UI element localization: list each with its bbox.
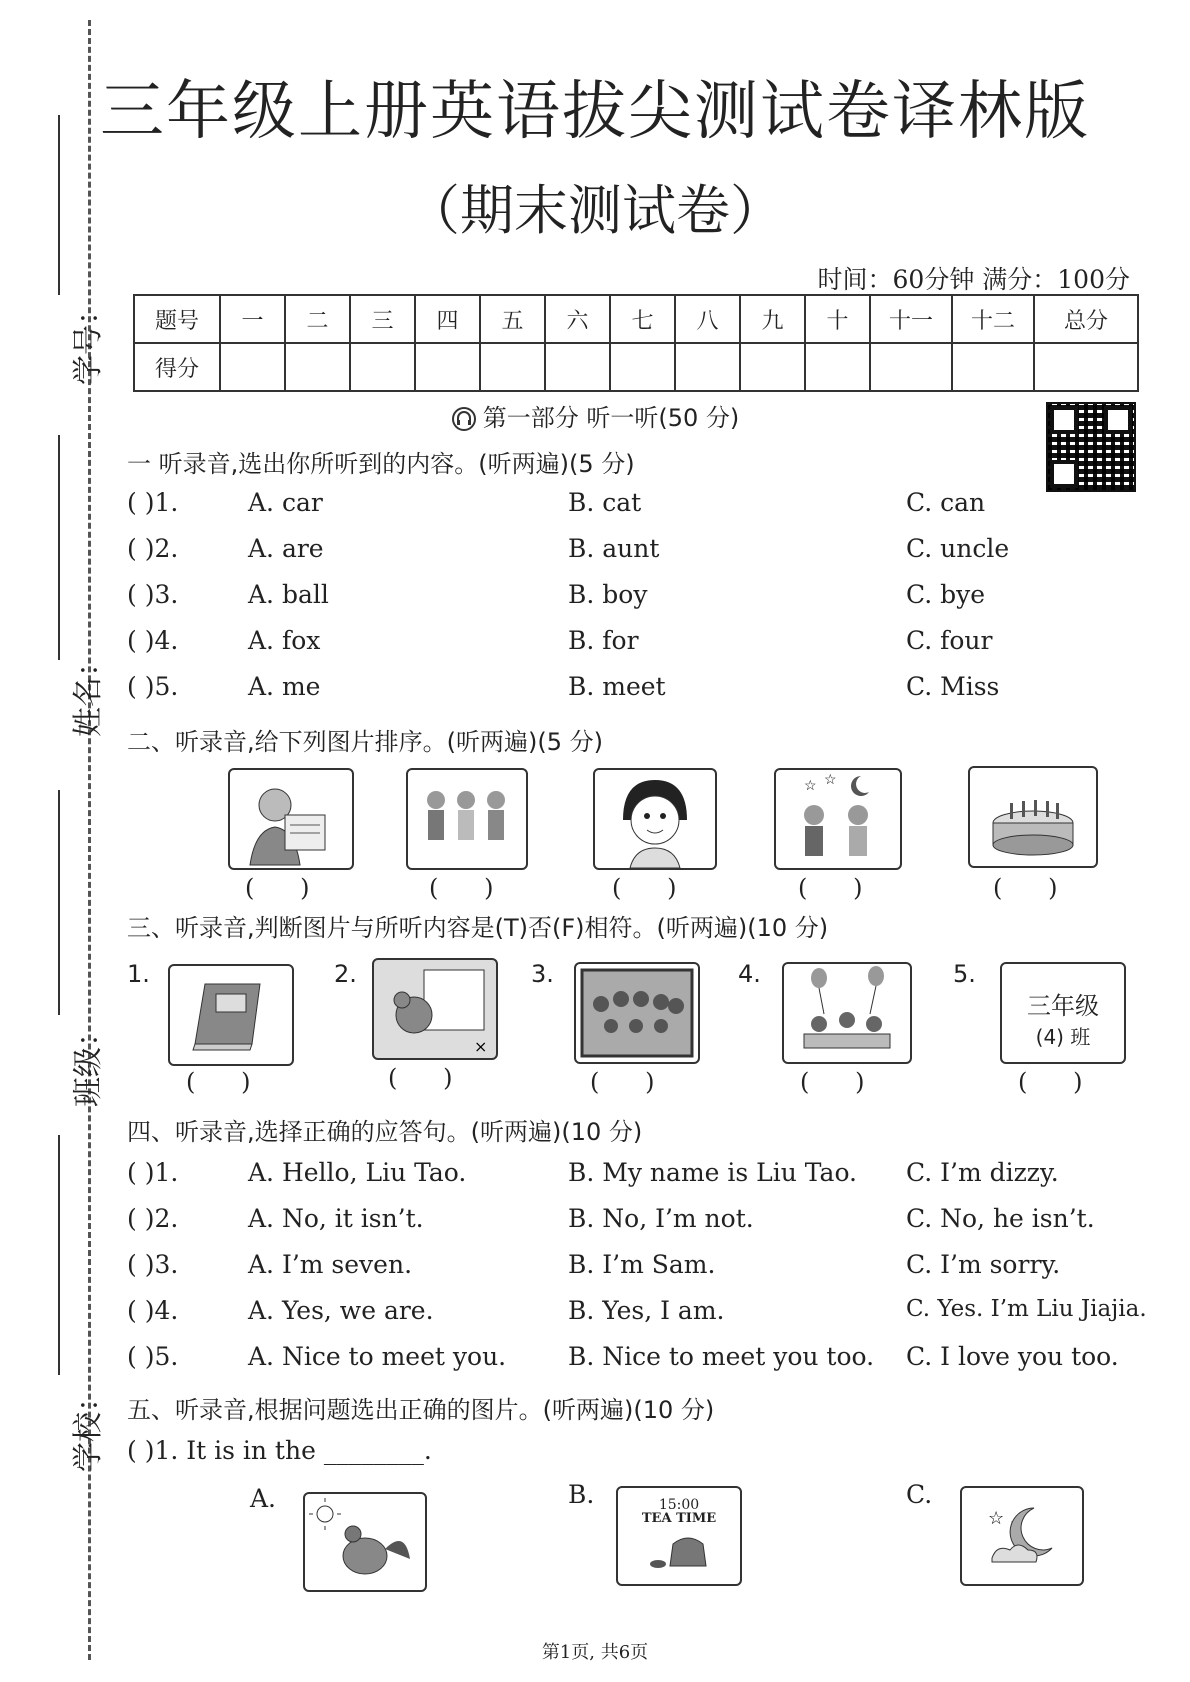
score-cell[interactable] xyxy=(805,343,870,391)
school-label: 学校： xyxy=(71,1382,106,1472)
s3-number-3: 3. xyxy=(531,960,554,988)
score-header-cell: 十 xyxy=(805,295,870,343)
score-table-score-row xyxy=(134,343,1138,391)
school-line xyxy=(58,1135,60,1375)
s4-q1-option-b: B. My name is Liu Tao. xyxy=(568,1158,858,1187)
s3-answer-5[interactable]: ( ) xyxy=(1018,1068,1083,1096)
picture-tea-time xyxy=(616,1486,742,1586)
s4-q4-number[interactable]: ( )4. xyxy=(127,1296,179,1325)
teapot-icon xyxy=(618,1526,740,1576)
picture-three-kids xyxy=(406,768,528,870)
s1-q2-option-b: B. aunt xyxy=(568,534,660,563)
score-header-cell: 二 xyxy=(285,295,350,343)
s1-q2-option-c: C. uncle xyxy=(906,534,1010,563)
score-header-cell: 三 xyxy=(350,295,415,343)
score-header-cell: 十二 xyxy=(952,295,1034,343)
s4-q5-number[interactable]: ( )5. xyxy=(127,1342,179,1371)
s4-q1-option-c: C. I’m dizzy. xyxy=(906,1158,1059,1187)
s4-q5-option-b: B. Nice to meet you too. xyxy=(568,1342,875,1371)
s4-q2-number[interactable]: ( )2. xyxy=(127,1204,179,1233)
score-header-cell: 五 xyxy=(480,295,545,343)
s4-q2-option-c: C. No, he isn’t. xyxy=(906,1204,1095,1233)
part1-title-text: 第一部分 听一听(50 分) xyxy=(482,404,740,432)
score-header-cell: 总分 xyxy=(1034,295,1138,343)
s2-answer-2[interactable]: ( ) xyxy=(429,874,494,902)
s1-q3-option-a: A. ball xyxy=(248,580,329,609)
picture-party xyxy=(782,962,912,1064)
picture-family-photo xyxy=(574,962,700,1064)
score-header-cell: 七 xyxy=(610,295,675,343)
s3-answer-3[interactable]: ( ) xyxy=(590,1068,655,1096)
s1-q5-number[interactable]: ( )5. xyxy=(127,672,179,701)
class-line xyxy=(58,790,60,1015)
picture-mouse-painting xyxy=(372,958,498,1060)
time-info: 时间：60分钟 满分：100分 xyxy=(817,265,1130,294)
picture-night-greeting xyxy=(774,768,902,870)
s4-q4-option-a: A. Yes, we are. xyxy=(248,1296,434,1325)
s3-answer-4[interactable]: ( ) xyxy=(800,1068,865,1096)
score-row-label: 得分 xyxy=(134,343,220,391)
score-header-cell: 题号 xyxy=(134,295,220,343)
s1-q4-number[interactable]: ( )4. xyxy=(127,626,179,655)
name-label: 姓名： xyxy=(71,647,106,737)
svg-text:×: × xyxy=(474,1037,488,1056)
page-title: 三年级上册英语拔尖测试卷译林版 xyxy=(100,75,1090,149)
s3-answer-1[interactable]: ( ) xyxy=(186,1068,251,1096)
s3-number-5: 5. xyxy=(953,960,976,988)
s4-q3-option-b: B. I’m Sam. xyxy=(568,1250,716,1279)
s4-q5-option-a: A. Nice to meet you. xyxy=(248,1342,507,1371)
score-cell[interactable] xyxy=(350,343,415,391)
headphone-icon xyxy=(451,406,477,432)
s4-q3-option-c: C. I’m sorry. xyxy=(906,1250,1061,1279)
s4-q1-number[interactable]: ( )1. xyxy=(127,1158,179,1187)
s5-q1[interactable]: ( )1. It is in the ________. xyxy=(127,1436,432,1465)
s2-answer-1[interactable]: ( ) xyxy=(245,874,310,902)
score-cell[interactable] xyxy=(415,343,480,391)
s1-q2-option-a: A. are xyxy=(248,534,324,563)
s4-q3-option-a: A. I’m seven. xyxy=(248,1250,413,1279)
class-sign-class: (4) 班 xyxy=(1035,1025,1091,1049)
s1-q4-option-c: C. four xyxy=(906,626,993,655)
section5-title: 五、听录音,根据问题选出正确的图片。(听两遍)(10 分) xyxy=(127,1396,715,1424)
score-cell[interactable] xyxy=(740,343,805,391)
s4-q3-number[interactable]: ( )3. xyxy=(127,1250,179,1279)
class-label: 班级： xyxy=(71,1017,106,1107)
s3-answer-2[interactable]: ( ) xyxy=(388,1064,453,1092)
picture-grandma-reading xyxy=(228,768,354,870)
score-header-cell: 八 xyxy=(675,295,740,343)
class-sign-grade: 三年级 xyxy=(1027,992,1099,1020)
score-cell[interactable] xyxy=(1034,343,1138,391)
s3-number-1: 1. xyxy=(127,960,150,988)
section1-title: 一 听录音,选出你所听到的内容。(听两遍)(5 分) xyxy=(127,450,635,478)
s1-q5-option-c: C. Miss xyxy=(906,672,1000,701)
score-header-cell: 十一 xyxy=(870,295,952,343)
score-cell[interactable] xyxy=(480,343,545,391)
section3-title: 三、听录音,判断图片与所听内容是(T)否(F)相符。(听两遍)(10 分) xyxy=(127,914,829,942)
qr-corner xyxy=(1050,460,1078,488)
s4-q4-option-c: C. Yes. I’m Liu Jiajia. xyxy=(906,1296,1147,1322)
qr-corner xyxy=(1050,406,1078,434)
svg-text:☆: ☆ xyxy=(824,772,837,788)
score-header-cell: 九 xyxy=(740,295,805,343)
score-cell[interactable] xyxy=(870,343,952,391)
tea-time-clock: 15:00 xyxy=(658,1497,700,1513)
s3-number-2: 2. xyxy=(334,960,357,988)
page-footer: 第1页, 共6页 xyxy=(541,1642,649,1663)
qr-corner xyxy=(1104,406,1132,434)
s4-q1-option-a: A. Hello, Liu Tao. xyxy=(248,1158,467,1187)
score-cell[interactable] xyxy=(952,343,1034,391)
s1-q1-option-a: A. car xyxy=(248,488,323,517)
score-table-header-row xyxy=(134,295,1138,343)
page-subtitle: （期末测试卷） xyxy=(406,179,784,242)
qr-code[interactable] xyxy=(1046,402,1136,492)
picture-night-moon xyxy=(960,1486,1084,1586)
s5-option-b-label: B. xyxy=(568,1480,595,1509)
s5-option-c-label: C. xyxy=(906,1480,933,1509)
picture-girl-waving xyxy=(593,768,717,870)
student-id-label: 学号： xyxy=(71,295,106,385)
s1-q2-number[interactable]: ( )2. xyxy=(127,534,179,563)
score-cell[interactable] xyxy=(610,343,675,391)
section4-title: 四、听录音,选择正确的应答句。(听两遍)(10 分) xyxy=(127,1118,643,1146)
svg-text:☆: ☆ xyxy=(988,1508,1005,1529)
score-cell[interactable] xyxy=(545,343,610,391)
s2-answer-3[interactable]: ( ) xyxy=(612,874,677,902)
s1-q5-option-b: B. meet xyxy=(568,672,666,701)
s4-q4-option-b: B. Yes, I am. xyxy=(568,1296,725,1325)
s5-option-a-label: A. xyxy=(250,1484,277,1513)
score-header-cell: 四 xyxy=(415,295,480,343)
s1-q3-option-b: B. boy xyxy=(568,580,648,609)
s1-q1-number[interactable]: ( )1. xyxy=(127,488,179,517)
s1-q3-number[interactable]: ( )3. xyxy=(127,580,179,609)
s4-q2-option-a: A. No, it isn’t. xyxy=(248,1204,424,1233)
s4-q5-option-c: C. I love you too. xyxy=(906,1342,1119,1371)
svg-text:☆: ☆ xyxy=(804,778,817,794)
score-cell[interactable] xyxy=(220,343,285,391)
picture-book xyxy=(168,964,294,1066)
score-cell[interactable] xyxy=(285,343,350,391)
score-cell[interactable] xyxy=(675,343,740,391)
name-line xyxy=(58,435,60,660)
part1-title xyxy=(0,398,1190,433)
picture-morning-rooster xyxy=(303,1492,427,1592)
tea-time-label: TEA TIME xyxy=(641,1511,717,1526)
score-table xyxy=(133,294,1139,392)
s2-answer-5[interactable]: ( ) xyxy=(993,874,1058,902)
section2-title: 二、听录音,给下列图片排序。(听两遍)(5 分) xyxy=(127,728,603,756)
s1-q3-option-c: C. bye xyxy=(906,580,986,609)
s1-q4-option-b: B. for xyxy=(568,626,639,655)
picture-birthday-cake xyxy=(968,766,1098,868)
s2-answer-4[interactable]: ( ) xyxy=(798,874,863,902)
s1-q4-option-a: A. fox xyxy=(248,626,321,655)
s4-q2-option-b: B. No, I’m not. xyxy=(568,1204,754,1233)
s1-q5-option-a: A. me xyxy=(248,672,321,701)
score-header-cell: 一 xyxy=(220,295,285,343)
score-header-cell: 六 xyxy=(545,295,610,343)
s1-q1-option-c: C. can xyxy=(906,488,986,517)
s3-number-4: 4. xyxy=(738,960,761,988)
s1-q1-option-b: B. cat xyxy=(568,488,642,517)
picture-class-sign xyxy=(1000,962,1126,1064)
